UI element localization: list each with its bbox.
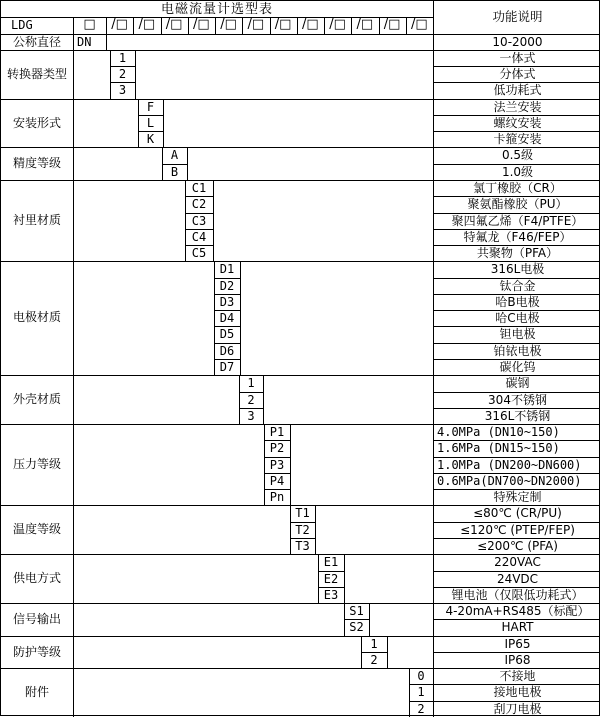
slash-box-cell: /□: [329, 17, 346, 33]
option-desc: 4-20mA+RS485（标配）: [445, 604, 590, 619]
option-code: L: [146, 115, 155, 130]
option-code: C5: [191, 246, 207, 261]
option-desc: 316L电极: [490, 262, 545, 277]
slash-box-divider: [324, 17, 325, 33]
slash-box-cell: /□: [165, 17, 183, 33]
option-code: D6: [219, 343, 235, 358]
code-column-right-line: [163, 99, 164, 148]
slash-box-divider: [188, 17, 189, 33]
function-row-divider: [433, 245, 600, 246]
function-row-divider: [433, 408, 600, 409]
option-code: D1: [219, 262, 235, 277]
code-column-right-line: [106, 34, 107, 50]
option-code: B: [170, 164, 179, 179]
option-code: T2: [295, 522, 310, 537]
function-row-divider: [433, 571, 600, 572]
option-code: F: [146, 99, 155, 114]
option-desc: 1.0MPa (DN200~DN600): [437, 457, 582, 472]
slash-box-divider: [133, 17, 134, 33]
option-code: 2: [118, 67, 127, 82]
option-code: 2: [247, 392, 255, 407]
model-code-box: □: [83, 17, 96, 33]
option-code: 2: [370, 652, 378, 667]
option-desc: 一体式: [499, 50, 536, 65]
slash-box-divider: [270, 17, 271, 33]
option-code: D2: [219, 278, 235, 293]
option-desc: 低功耗式: [493, 83, 542, 98]
option-code: E2: [323, 571, 339, 586]
function-row-divider: [433, 652, 600, 653]
option-desc: 锂电池（仅限低功耗式）: [451, 587, 584, 602]
function-row-divider: [433, 440, 600, 441]
code-column-right-line: [213, 180, 214, 261]
option-desc: 特殊定制: [493, 490, 542, 505]
slash-box-divider: [161, 17, 162, 33]
label-column-divider: [73, 17, 74, 717]
option-code: D4: [219, 311, 235, 326]
table-title: 电磁流量计选型表: [160, 2, 273, 17]
slash-box-divider: [379, 17, 380, 33]
option-code: T3: [295, 539, 310, 553]
option-code: P4: [269, 473, 285, 488]
category-label: 转换器类型: [6, 66, 67, 81]
category-label: 安装形式: [12, 115, 61, 130]
option-code: 3: [247, 408, 255, 423]
category-label: 防护等级: [12, 644, 61, 659]
slash-box-cell: /□: [220, 17, 237, 33]
option-desc: 特氟龙（F46/FEP）: [463, 229, 572, 244]
slash-box-cell: /□: [111, 17, 128, 33]
function-row-divider: [433, 115, 600, 116]
option-desc: 304不锈钢: [488, 392, 547, 407]
category-label: 信号输出: [12, 612, 61, 627]
option-code: C3: [191, 213, 207, 228]
category-label: 精度等级: [12, 156, 61, 171]
code-column-right-line: [263, 375, 264, 424]
option-desc: 氯丁橡胶（CR）: [473, 181, 562, 195]
function-row-divider: [433, 147, 600, 148]
category-label: 电极材质: [12, 310, 61, 325]
slash-box-divider: [351, 17, 352, 33]
function-row-divider: [433, 326, 600, 327]
option-desc: 聚四氟乙烯（F4/PTFE）: [451, 213, 584, 228]
function-row-divider: [433, 684, 600, 685]
function-row-divider: [433, 180, 600, 181]
slash-box-cell: /□: [383, 17, 401, 33]
slash-box-cell: /□: [411, 17, 428, 33]
option-desc: 螺纹安装: [493, 115, 542, 130]
slash-box-cell: /□: [138, 17, 156, 33]
function-row-divider: [433, 196, 600, 197]
function-row-divider: [433, 392, 600, 393]
function-row-divider: [433, 82, 600, 83]
slash-box-cell: /□: [274, 17, 292, 33]
function-row-divider: [433, 522, 600, 523]
category-label: 附件: [24, 685, 49, 700]
option-desc: 10-2000: [492, 34, 543, 49]
function-row-divider: [433, 213, 600, 214]
option-desc: 分体式: [499, 67, 536, 82]
option-desc: ≤80℃ (CR/PU): [473, 506, 562, 521]
option-code: P2: [269, 441, 285, 456]
code-column-right-line: [387, 636, 388, 669]
option-code: S1: [349, 604, 364, 619]
option-code: 1: [417, 685, 425, 700]
dn-code-cell: DN: [77, 34, 92, 49]
category-label: 温度等级: [12, 522, 61, 537]
option-desc: 220VAC: [494, 555, 541, 570]
function-row-divider: [433, 99, 600, 100]
option-code: 0: [417, 669, 425, 684]
option-code: S2: [349, 620, 364, 635]
function-row-divider: [433, 701, 600, 702]
option-code: C2: [191, 197, 207, 212]
function-row-divider: [433, 505, 600, 506]
option-code: Pn: [269, 490, 285, 505]
option-desc: 1.6MPa (DN15~150): [437, 441, 560, 456]
category-label: 压力等级: [12, 457, 61, 472]
option-code: 3: [118, 83, 127, 98]
option-code: 2: [417, 701, 425, 716]
option-code: 1: [247, 376, 255, 391]
function-column-header: 功能说明: [492, 9, 543, 24]
slash-box-cell: /□: [302, 17, 319, 33]
model-code-label: LDG: [11, 18, 33, 33]
category-label: 外壳材质: [12, 392, 61, 407]
option-code: A: [170, 148, 179, 163]
function-row-divider: [433, 34, 600, 35]
function-row-divider: [433, 668, 600, 669]
option-desc: 法兰安装: [493, 99, 542, 114]
function-row-divider: [433, 359, 600, 360]
code-column-right-line: [135, 50, 136, 99]
slash-box-cell: /□: [193, 17, 210, 33]
option-desc: 316L不锈钢: [484, 408, 551, 423]
option-desc: 不接地: [499, 669, 536, 684]
function-row-divider: [433, 603, 600, 604]
function-row-divider: [433, 343, 600, 344]
function-row-divider: [433, 229, 600, 230]
option-code: 1: [370, 636, 378, 651]
function-row-divider: [433, 261, 600, 262]
option-code: C4: [191, 229, 207, 244]
slash-box-divider: [215, 17, 216, 33]
option-desc: 4.0MPa (DN10~150): [437, 425, 560, 440]
slash-box-cell: /□: [356, 17, 374, 33]
function-row-divider: [433, 489, 600, 490]
slash-box-cell: /□: [247, 17, 265, 33]
function-row-divider: [433, 375, 600, 376]
option-desc: 卡箍安装: [493, 132, 542, 147]
option-code: 1: [118, 50, 127, 65]
option-desc: 哈C电极: [495, 311, 540, 326]
function-row-divider: [433, 538, 600, 539]
option-desc: 24VDC: [496, 571, 539, 586]
option-desc: 0.5级: [501, 148, 534, 163]
option-code: D3: [219, 294, 235, 309]
slash-box-divider: [297, 17, 298, 33]
function-row-divider: [433, 587, 600, 588]
function-row-divider: [433, 66, 600, 67]
code-column-right-line: [344, 554, 345, 603]
category-label: 供电方式: [12, 571, 61, 586]
function-row-divider: [433, 294, 600, 295]
code-column-right-line: [315, 505, 316, 554]
option-desc: 共聚物（PFA）: [476, 246, 559, 261]
option-desc: HART: [501, 620, 534, 635]
function-row-divider: [433, 619, 600, 620]
function-row-divider: [433, 310, 600, 311]
function-row-divider: [433, 278, 600, 279]
function-row-divider: [433, 457, 600, 458]
option-code: E1: [323, 555, 339, 570]
option-desc: 聚氨酯橡胶（PU）: [467, 197, 568, 212]
option-desc: 0.6MPa(DN700~DN2000): [437, 473, 582, 488]
option-desc: ≤200℃ (PFA): [477, 539, 558, 553]
option-code: P1: [269, 425, 285, 440]
function-row-divider: [433, 424, 600, 425]
option-code: C1: [191, 181, 207, 195]
option-code: E3: [323, 587, 339, 602]
option-desc: 1.0级: [501, 164, 534, 179]
option-desc: ≤120℃ (PTEP/FEP): [460, 522, 575, 537]
option-desc: IP68: [504, 652, 531, 667]
option-code: P3: [269, 457, 285, 472]
option-desc: IP65: [504, 636, 531, 651]
code-column-right-line: [290, 424, 291, 505]
option-desc: 钽电极: [499, 327, 536, 342]
category-label: 衬里材质: [12, 213, 61, 227]
option-desc: 铂铱电极: [493, 343, 542, 358]
option-desc: 碳钢: [505, 376, 530, 391]
option-desc: 碳化钨: [499, 360, 536, 374]
option-desc: 接地电极: [493, 685, 542, 700]
option-code: K: [146, 132, 155, 147]
category-label: 公称直径: [12, 34, 61, 49]
slash-box-divider: [406, 17, 407, 33]
code-column-right-line: [369, 603, 370, 636]
function-row-divider: [433, 50, 600, 51]
function-row-divider: [433, 473, 600, 474]
code-column-right-line: [240, 261, 241, 375]
option-code: D5: [219, 327, 235, 342]
function-row-divider: [433, 131, 600, 132]
option-desc: 钛合金: [499, 278, 536, 293]
option-desc: 刮刀电极: [493, 701, 542, 716]
function-row-divider: [433, 554, 600, 555]
code-column-right-line: [187, 147, 188, 180]
option-code: D7: [219, 360, 235, 374]
option-desc: 哈B电极: [495, 294, 540, 309]
function-row-divider: [433, 164, 600, 165]
function-row-divider: [433, 636, 600, 637]
slash-box-divider: [242, 17, 243, 33]
option-code: T1: [295, 506, 310, 521]
